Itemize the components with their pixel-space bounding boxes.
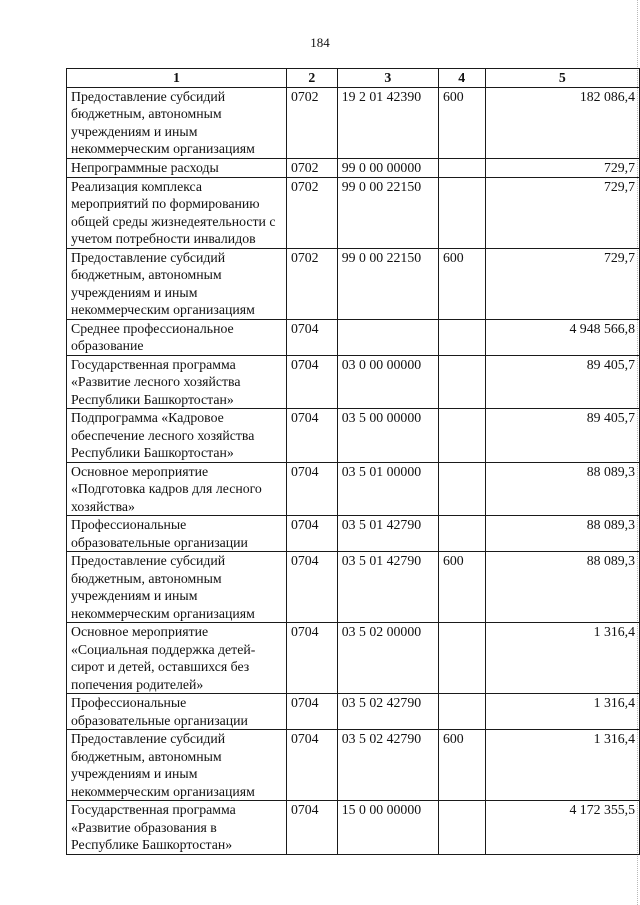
row-expense-type xyxy=(438,462,485,516)
row-target-code: 03 5 00 00000 xyxy=(337,409,438,463)
row-amount: 89 405,7 xyxy=(485,355,639,409)
row-target-code: 03 5 02 00000 xyxy=(337,623,438,694)
budget-table xyxy=(66,68,640,855)
table-row xyxy=(67,516,640,552)
row-amount: 729,7 xyxy=(485,158,639,177)
header-col-2: 2 xyxy=(286,69,337,88)
header-col-4: 4 xyxy=(438,69,485,88)
row-name: Предоставление субсидий бюджетным, автономным учреждениям и иным некоммерческим организациям xyxy=(67,248,287,319)
row-target-code: 15 0 00 00000 xyxy=(337,801,438,855)
header-col-3: 3 xyxy=(337,69,438,88)
table-row xyxy=(67,552,640,623)
row-name: Профессиональные образовательные организации xyxy=(67,694,287,730)
row-section: 0702 xyxy=(286,248,337,319)
row-target-code: 03 5 02 42790 xyxy=(337,694,438,730)
row-amount: 729,7 xyxy=(485,248,639,319)
row-expense-type xyxy=(438,319,485,355)
row-section: 0704 xyxy=(286,516,337,552)
row-name: Предоставление субсидий бюджетным, автономным учреждениям и иным некоммерческим организациям xyxy=(67,552,287,623)
row-target-code: 03 5 01 00000 xyxy=(337,462,438,516)
row-expense-type xyxy=(438,516,485,552)
row-name: Основное мероприятие «Социальная поддержка детей-сирот и детей, оставшихся без попечения родителей» xyxy=(67,623,287,694)
row-expense-type: 600 xyxy=(438,552,485,623)
row-target-code xyxy=(337,319,438,355)
table-row xyxy=(67,623,640,694)
table-row xyxy=(67,177,640,248)
row-amount: 1 316,4 xyxy=(485,730,639,801)
row-section: 0702 xyxy=(286,177,337,248)
row-section: 0704 xyxy=(286,319,337,355)
row-target-code: 03 0 00 00000 xyxy=(337,355,438,409)
row-amount: 1 316,4 xyxy=(485,694,639,730)
table-row xyxy=(67,158,640,177)
table-row xyxy=(67,409,640,463)
row-section: 0704 xyxy=(286,801,337,855)
row-expense-type: 600 xyxy=(438,248,485,319)
table-row xyxy=(67,87,640,158)
row-name: Предоставление субсидий бюджетным, автономным учреждениям и иным некоммерческим организациям xyxy=(67,87,287,158)
row-target-code: 99 0 00 00000 xyxy=(337,158,438,177)
row-target-code: 99 0 00 22150 xyxy=(337,248,438,319)
row-target-code: 03 5 01 42790 xyxy=(337,552,438,623)
row-section: 0704 xyxy=(286,355,337,409)
row-target-code: 99 0 00 22150 xyxy=(337,177,438,248)
header-col-5: 5 xyxy=(485,69,639,88)
row-expense-type xyxy=(438,409,485,463)
header-col-1: 1 xyxy=(67,69,287,88)
row-expense-type xyxy=(438,158,485,177)
row-expense-type xyxy=(438,177,485,248)
row-name: Среднее профессиональное образование xyxy=(67,319,287,355)
table-row xyxy=(67,319,640,355)
row-section: 0704 xyxy=(286,462,337,516)
row-name: Основное мероприятие «Подготовка кадров для лесного хозяйства» xyxy=(67,462,287,516)
table-row xyxy=(67,462,640,516)
row-amount: 89 405,7 xyxy=(485,409,639,463)
table-row xyxy=(67,355,640,409)
row-expense-type xyxy=(438,623,485,694)
row-name: Подпрограмма «Кадровое обеспечение лесного хозяйства Республики Башкортостан» xyxy=(67,409,287,463)
row-amount: 1 316,4 xyxy=(485,623,639,694)
table-row xyxy=(67,730,640,801)
row-amount: 88 089,3 xyxy=(485,552,639,623)
row-target-code: 19 2 01 42390 xyxy=(337,87,438,158)
row-name: Профессиональные образовательные организации xyxy=(67,516,287,552)
row-name: Государственная программа «Развитие лесного хозяйства Республики Башкортостан» xyxy=(67,355,287,409)
row-amount: 88 089,3 xyxy=(485,516,639,552)
row-name: Предоставление субсидий бюджетным, автономным учреждениям и иным некоммерческим организациям xyxy=(67,730,287,801)
row-amount: 4 172 355,5 xyxy=(485,801,639,855)
row-expense-type xyxy=(438,694,485,730)
row-expense-type xyxy=(438,355,485,409)
row-amount: 88 089,3 xyxy=(485,462,639,516)
row-target-code: 03 5 01 42790 xyxy=(337,516,438,552)
table-row xyxy=(67,801,640,855)
row-target-code: 03 5 02 42790 xyxy=(337,730,438,801)
row-section: 0704 xyxy=(286,409,337,463)
row-section: 0702 xyxy=(286,87,337,158)
table-row xyxy=(67,694,640,730)
row-name: Непрограммные расходы xyxy=(67,158,287,177)
row-amount: 729,7 xyxy=(485,177,639,248)
row-section: 0704 xyxy=(286,694,337,730)
row-amount: 182 086,4 xyxy=(485,87,639,158)
row-name: Реализация комплекса мероприятий по формированию общей среды жизнедеятельности с учетом потребности инвалидов xyxy=(67,177,287,248)
page-number: 184 xyxy=(310,35,330,50)
row-expense-type: 600 xyxy=(438,730,485,801)
row-amount: 4 948 566,8 xyxy=(485,319,639,355)
row-section: 0702 xyxy=(286,158,337,177)
row-section: 0704 xyxy=(286,730,337,801)
table-row xyxy=(67,248,640,319)
row-section: 0704 xyxy=(286,623,337,694)
row-expense-type xyxy=(438,801,485,855)
table-header-row xyxy=(67,69,640,88)
row-section: 0704 xyxy=(286,552,337,623)
row-name: Государственная программа «Развитие образования в Республике Башкортостан» xyxy=(67,801,287,855)
row-expense-type: 600 xyxy=(438,87,485,158)
